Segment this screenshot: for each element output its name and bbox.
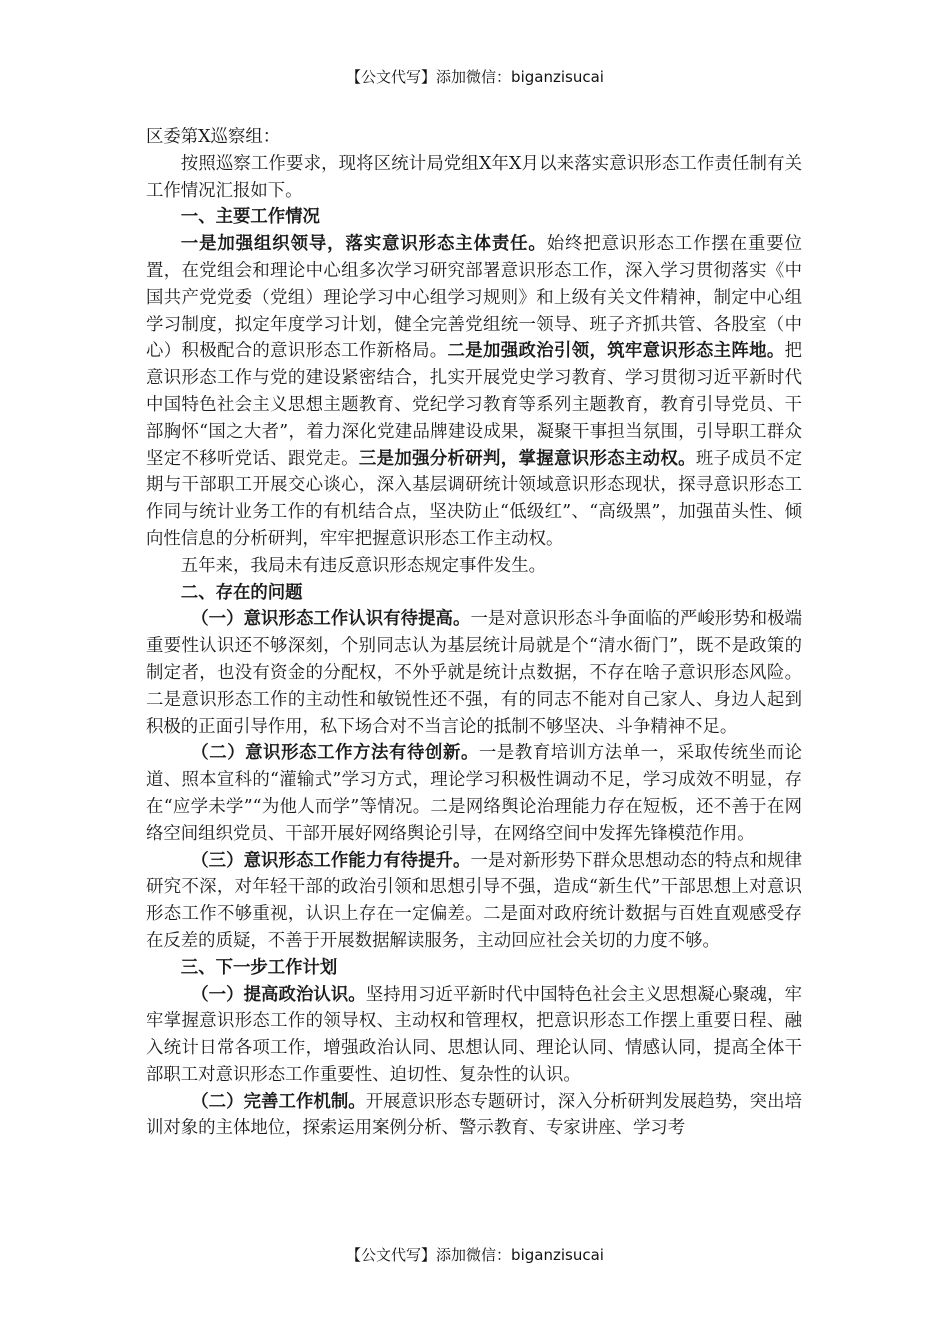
s1-text-2: 把意识形态工作与党的建设紧密结合，扎实开展党史学习教育、学习贯彻习近平新时代中国特色社会主义思想主题教育、党纪学习教育等系列主题教育，教育引导党员、干部胸怀“国之大者”，着力深化党建品牌建设成果，凝聚干事担当氛围，引导职工群众坚定不移听党话、跟党走。	[146, 341, 802, 469]
s1-text-1: 始终把意识形态工作摆在重要位置，在党组会和理论中心组多次学习研究部署意识形态工作，深入学习贯彻落实《中国共产党党委（党组）理论学习中心组学习规则》和上级有关文件精神，制定中心组学习制度，拟定年度学习计划，健全完善党组统一领导、班子齐抓共管、各股室（中心）积极配合的意识形态工作新格局。	[146, 234, 802, 362]
section-2-title: 二、存在的问题	[180, 582, 303, 603]
page-footer: 【公文代写】添加微信：biganzisucai	[346, 1246, 604, 1264]
s3-text-1: 坚持用习近平新时代中国特色社会主义思想凝心聚魂，牢牢掌握意识形态工作的领导权、主动权和管理权，把意识形态工作摆上重要日程、融入统计日常各项工作，增强政治认同、思想认同、理论认同、情感认同，提高全体干部职工对意识形态工作重要性、迫切性、复杂性的认识。	[146, 984, 802, 1085]
intro-paragraph: 按照巡察工作要求，现将区统计局党组X年X月以来落实意识形态工作责任制有关工作情况汇报如下。	[146, 153, 802, 201]
s2-bold-3: （三）意识形态工作能力有待提升。	[191, 850, 471, 871]
section-1-summary: 五年来，我局未有违反意识形态规定事件发生。	[180, 555, 547, 576]
s1-bold-2: 二是加强政治引领，筑牢意识形态主阵地。	[447, 341, 785, 362]
s3-text-2: 开展意识形态专题研讨，深入分析研判发展趋势，突出培训对象的主体地位，探索运用案例分析、警示教育、专家讲座、学习考	[146, 1091, 802, 1139]
section-1-paragraph	[146, 231, 802, 553]
s2-text-2: 一是教育培训方法单一，采取传统坐而论道、照本宣科的“灌输式”学习方式，理论学习积极性调动不足，学习成效不明显，存在“应学未学”“为他人而学”等情况。二是网络舆论治理能力存在短板，还不善于在网络空间组织党员、干部开展好网络舆论引导，在网络空间中发挥先锋模范作用。	[146, 743, 802, 844]
s2-text-1: 一是对意识形态斗争面临的严峻形势和极端重要性认识还不够深刻，个别同志认为基层统计局就是个“清水衙门”，既不是政策的制定者，也没有资金的分配权，不外乎就是统计点数据，不存在啥子意识形态风险。二是意识形态工作的主动性和敏锐性还不强，有的同志不能对自己家人、身边人起到积极的正面引导作用，私下场合对不当言论的抵制不够坚决、斗争精神不足。	[146, 609, 802, 737]
section-3-item-2	[146, 1089, 802, 1143]
section-2-item-3	[146, 848, 802, 955]
section-3-title: 三、下一步工作计划	[180, 957, 338, 978]
section-2-item-1	[146, 606, 802, 740]
s1-text-3: 班子成员不定期与干部职工开展交心谈心，深入基层调研统计领域意识形态现状，探寻意识形态工作同与统计业务工作的有机结合点，坚决防止“低级红”、“高级黑”，加强苗头性、倾向性信息的分析研判，牢牢把握意识形态工作主动权。	[146, 448, 802, 549]
document-body	[146, 124, 802, 1142]
page-header: 【公文代写】添加微信：biganzisucai	[346, 68, 604, 86]
s2-text-3: 一是对新形势下群众思想动态的特点和规律研究不深，对年轻干部的政治引领和思想引导不强，造成“新生代”干部思想上对意识形态工作不够重视，认识上存在一定偏差。二是面对政府统计数据与百姓直观感受存在反差的质疑，不善于开展数据解读服务，主动回应社会关切的力度不够。	[146, 850, 802, 951]
section-2-item-2	[146, 740, 802, 847]
s2-bold-1: （一）意识形态工作认识有待提高。	[191, 609, 471, 630]
s2-bold-2: （二）意识形态工作方法有待创新。	[191, 743, 479, 764]
s3-bold-1: （一）提高政治认识。	[191, 984, 366, 1005]
section-3-item-1	[146, 982, 802, 1089]
s1-bold-1: 一是加强组织领导，落实意识形态主体责任。	[180, 234, 547, 255]
section-1-title: 一、主要工作情况	[180, 207, 320, 228]
s1-bold-3: 三是加强分析研判，掌握意识形态主动权。	[358, 448, 696, 469]
salutation: 区委第X巡察组：	[146, 127, 281, 147]
s3-bold-2: （二）完善工作机制。	[191, 1091, 366, 1112]
